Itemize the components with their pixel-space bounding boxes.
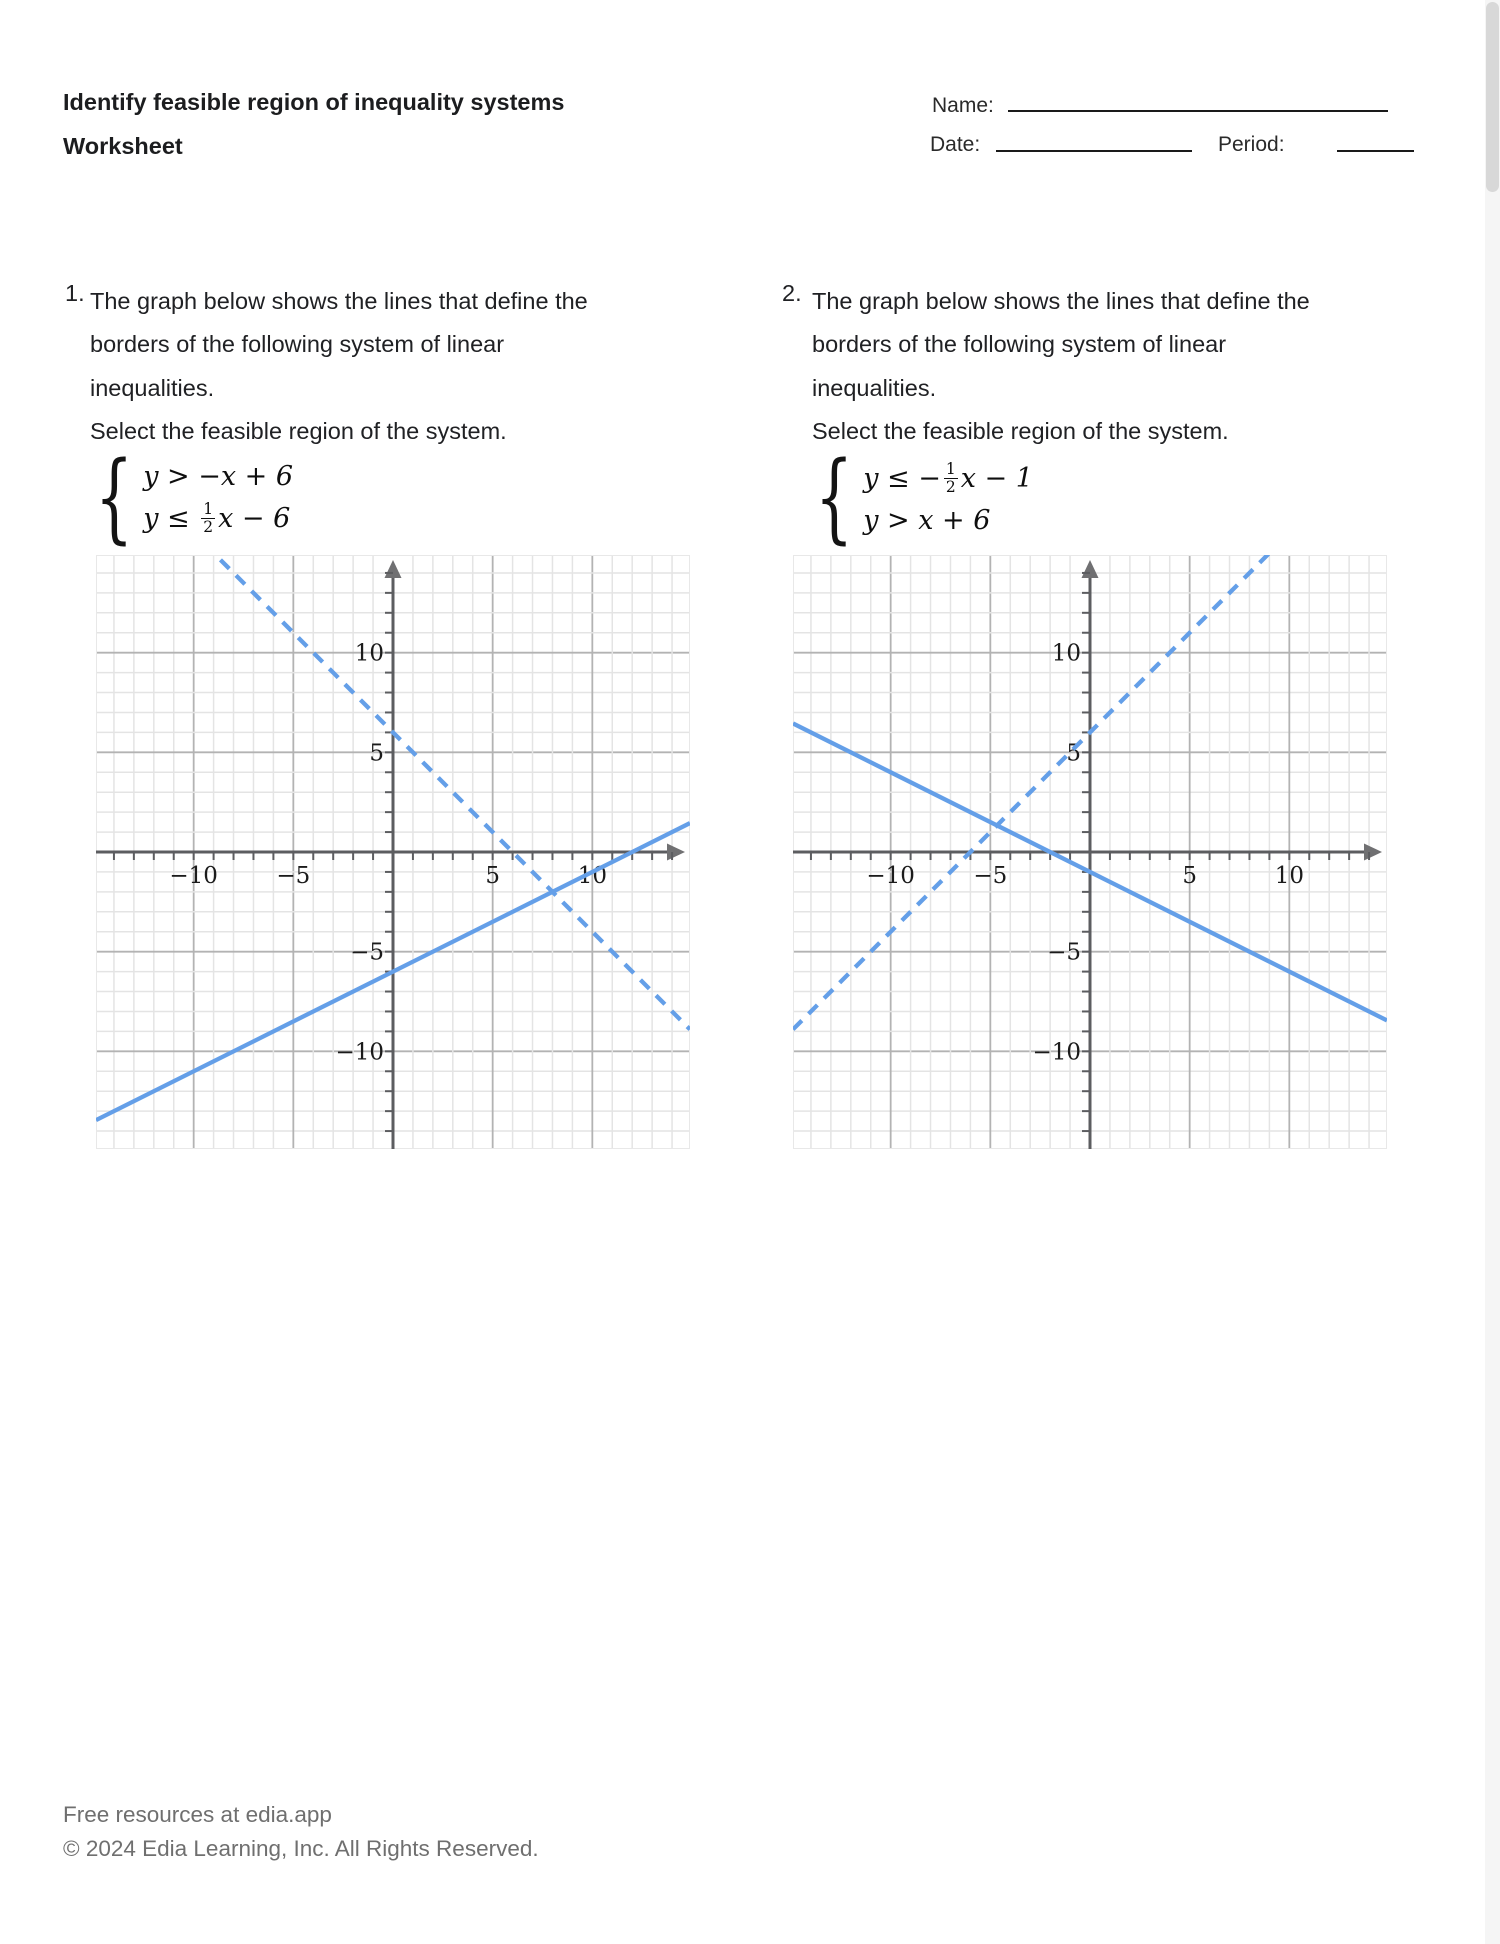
scrollbar-thumb[interactable]: [1486, 2, 1499, 192]
problem-1-inequality-1: [143, 461, 293, 492]
problem-2-text-line1: The graph below shows the lines that define the: [812, 288, 1310, 314]
graph-2: [793, 555, 1387, 1149]
page-title: [63, 80, 564, 168]
inequality-text: x − 1: [960, 462, 1033, 494]
svg-text:10: 10: [354, 640, 384, 667]
date-label: Date:: [930, 133, 981, 156]
problem-1-system: [95, 441, 294, 555]
problem-2-inequality-2: [863, 505, 1033, 536]
svg-text:−10: −10: [1032, 1039, 1081, 1066]
svg-text:5: 5: [1066, 740, 1081, 767]
inequality-text: x − 6: [218, 502, 291, 534]
svg-text:10: 10: [577, 863, 607, 889]
problem-1-select-line: Select the feasible region of the system.: [90, 417, 507, 444]
svg-text:10: 10: [1051, 640, 1081, 667]
fraction: [201, 501, 215, 536]
fraction: [944, 461, 958, 496]
svg-text:−5: −5: [350, 939, 384, 966]
problem-1-text-line2: borders of the following system of linear: [90, 331, 505, 358]
name-line: [1008, 110, 1388, 112]
svg-text:−5: −5: [973, 863, 1008, 889]
page-title-line1: Identify feasible region of inequality systems: [63, 89, 565, 115]
period-line: [1337, 150, 1414, 152]
svg-text:10: 10: [1274, 863, 1304, 889]
page-footer: [63, 1798, 539, 1866]
problem-1-inequality-2: [143, 501, 293, 536]
scrollbar-track[interactable]: [1485, 0, 1500, 1944]
problem-1-text-line3: inequalities.: [90, 374, 215, 401]
footer-resources-text: Free resources at edia.app: [63, 1802, 332, 1827]
fraction-denominator: 2: [203, 517, 214, 536]
left-brace-icon: {: [95, 441, 134, 555]
name-label: Name:: [932, 94, 994, 117]
fraction-denominator: 2: [945, 477, 956, 496]
graph-1: [96, 555, 690, 1149]
problem-2-inequality-1: [863, 461, 1033, 496]
problem-2-number: 2.: [782, 280, 802, 306]
problem-2-system: [815, 441, 1033, 555]
svg-text:5: 5: [369, 740, 384, 767]
problem-2-text: [812, 280, 1310, 453]
svg-text:5: 5: [485, 863, 500, 889]
fraction-numerator: 1: [945, 459, 956, 478]
inequality-text: y > −x + 6: [143, 460, 294, 492]
period-label: Period:: [1218, 133, 1285, 156]
svg-text:5: 5: [1182, 863, 1197, 889]
problem-2-text-line2: borders of the following system of linear: [812, 331, 1227, 358]
svg-text:−10: −10: [169, 863, 218, 889]
problem-2-text-line3: inequalities.: [812, 374, 937, 401]
problem-2-select-line: Select the feasible region of the system.: [812, 417, 1229, 444]
fraction-numerator: 1: [203, 499, 214, 518]
inequality-text: y ≤: [143, 502, 199, 534]
date-line: [996, 150, 1192, 152]
svg-text:−5: −5: [276, 863, 311, 889]
problem-1-number: 1.: [65, 280, 85, 306]
inequality-text: y > x + 6: [863, 504, 991, 536]
problem-1-text-line1: The graph below shows the lines that define the: [90, 288, 588, 314]
inequality-text: y ≤ −: [863, 462, 941, 494]
left-brace-icon: {: [815, 441, 854, 555]
footer-copyright-text: © 2024 Edia Learning, Inc. All Rights Reserved.: [63, 1836, 539, 1861]
page-title-line2: Worksheet: [63, 133, 183, 159]
problem-1-text: [90, 280, 588, 453]
svg-text:−10: −10: [866, 863, 915, 889]
svg-text:−5: −5: [1047, 939, 1081, 966]
svg-text:−10: −10: [335, 1039, 384, 1066]
